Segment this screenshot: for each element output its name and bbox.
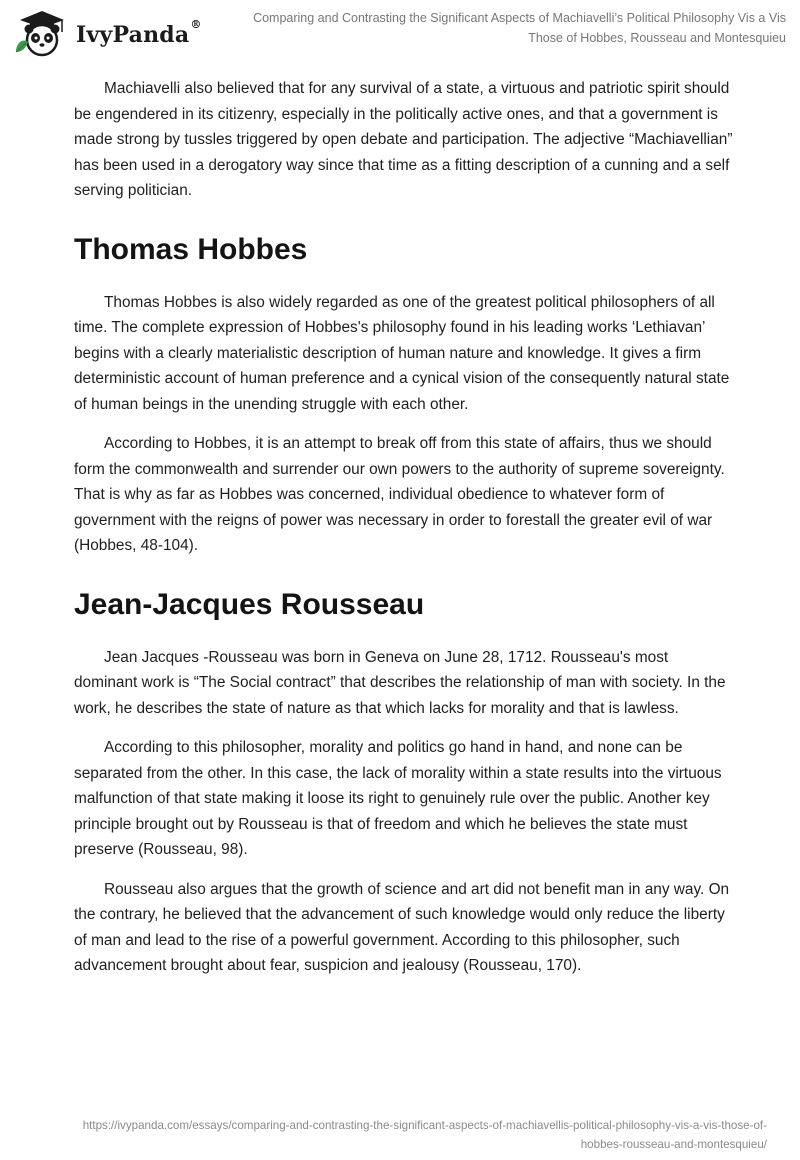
- essay-body: [74, 76, 734, 993]
- paragraph-rousseau-3: Rousseau also argues that the growth of science and art did not benefit man in any way. On the contrary, he believed that the advancement of such knowledge would only reduce the liberty of man and lead to the rise of a powerful government. According to this philosopher, such advancement brought about fear, suspicion and jealousy (Rousseau, 170).: [74, 880, 730, 974]
- logo-text: IvyPanda®: [76, 17, 202, 48]
- heading-thomas-hobbes: Thomas Hobbes: [74, 232, 308, 266]
- registered-mark: ®: [190, 17, 202, 31]
- paragraph-machiavelli: Machiavelli also believed that for any survival of a state, a virtuous and patriotic spirit should be engendered in its citizenry, especially in the politically active ones, and that a government is made strong by tussles triggered by open debate and participation. The adjective “Machiavellian” has been used in a derogatory way since that time as a fitting description of a cunning and a self serving politician.: [74, 80, 733, 199]
- ivypanda-logo[interactable]: [12, 8, 222, 58]
- document-title-line-2: Those of Hobbes, Rousseau and Montesquieu: [528, 31, 786, 45]
- document-title: [246, 8, 786, 48]
- page-footer-url[interactable]: [7, 1116, 767, 1154]
- paragraph-rousseau-2: According to this philosopher, morality and politics go hand in hand, and none can be separated from the other. In this case, the lack of morality within a state results into the virtuous malfunction of that state making it loose its right to genuinely rule over the public. Another key principle brought out by Rousseau is that of freedom and which he believes the state must preserve (Rousseau, 98).: [74, 739, 722, 858]
- panda-graduate-icon: [12, 8, 72, 58]
- paragraph-rousseau-1: Jean Jacques -Rousseau was born in Geneva on June 28, 1712. Rousseau's most dominant work is “The Social contract” that describes the relationship of man with society. In the work, he describes the state of nature as that which lacks for morality and that is lawless.: [74, 648, 726, 717]
- document-title-line-1: Comparing and Contrasting the Significant Aspects of Machiavelli’s Political Philosophy Vis a Vis: [253, 11, 786, 25]
- heading-jean-jacques-rousseau: Jean-Jacques Rousseau: [74, 587, 425, 621]
- paragraph-hobbes-2: According to Hobbes, it is an attempt to break off from this state of affairs, thus we should form the commonwealth and surrender our own powers to the authority of supreme sovereignty. That is why as far as Hobbes was concerned, individual obedience to whatever form of government with the reigns of power was necessary in order to forestall the greater evil of war (Hobbes, 48-104).: [74, 435, 725, 554]
- page-header: [0, 0, 800, 70]
- paragraph-hobbes-1: Thomas Hobbes is also widely regarded as one of the greatest political philosophers of all time. The complete expression of Hobbes's philosophy found in his leading works ‘Lethiavan’ begins with a clearly materialistic description of human nature and knowledge. It gives a firm deterministic account of human preference and a cynical vision of the consequently natural state of human beings in the unending struggle with each other.: [74, 293, 730, 413]
- footer-url-line-2: hobbes-rousseau-and-montesquieu/: [580, 1138, 767, 1151]
- footer-url-line-1: https://ivypanda.com/essays/comparing-and-contrasting-the-significant-aspects-of-machiavellis-political-philosophy-vis-a-vis-those-of-: [82, 1119, 767, 1132]
